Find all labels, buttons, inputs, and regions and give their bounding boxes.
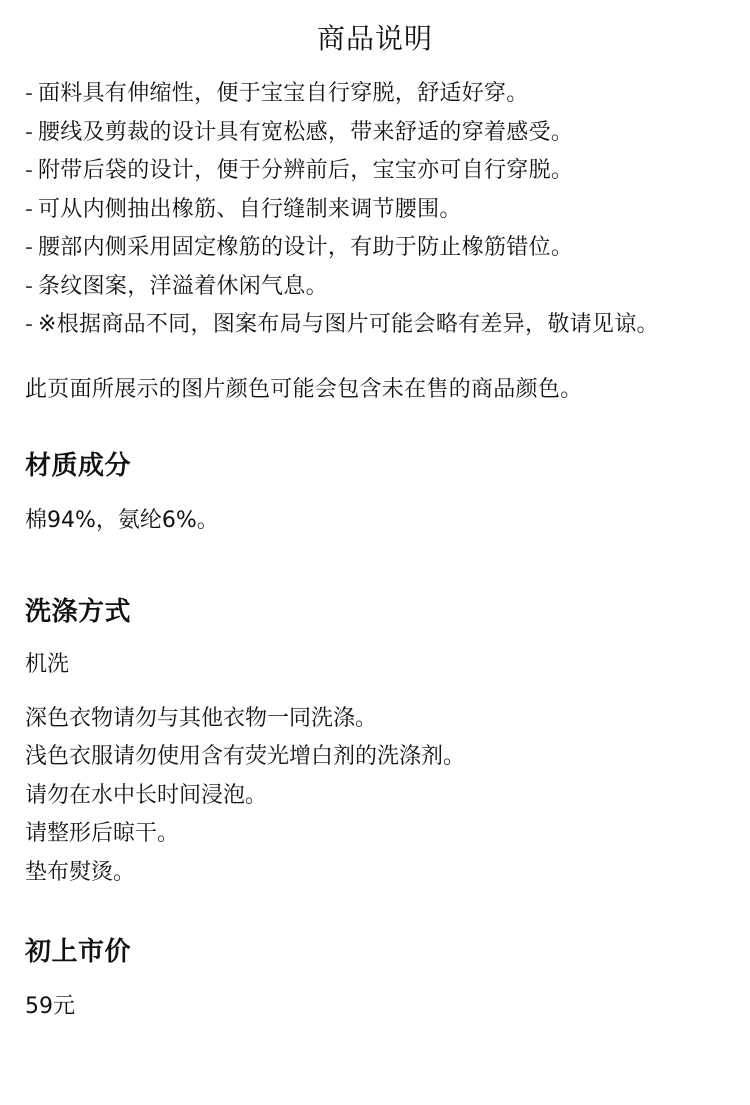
bullet-dash-icon: - xyxy=(25,119,34,145)
feature-list xyxy=(25,75,725,345)
feature-text: ※根据商品不同，图案布局与图片可能会略有差异，敬请见谅。 xyxy=(38,312,659,337)
washing-note: 浅色衣服请勿使用含有荧光增白剂的洗涤剂。 xyxy=(25,744,466,769)
washing-note: 垫布熨烫。 xyxy=(25,859,136,885)
feature-text: 面料具有伸缩性，便于宝宝自行穿脱，舒适好穿。 xyxy=(38,81,529,106)
washing-notes xyxy=(25,700,725,893)
color-disclaimer: 此页面所展示的图片颜色可能会包含未在售的商品颜色。 xyxy=(25,376,583,402)
feature-text: 附带后袋的设计，便于分辨前后，宝宝亦可自行穿脱。 xyxy=(38,158,574,183)
price-heading: 初上市价 xyxy=(25,937,132,967)
washing-heading: 洗涤方式 xyxy=(25,596,132,627)
material-section xyxy=(25,448,725,540)
washing-note: 请整形后晾干。 xyxy=(25,821,180,846)
washing-method: 机洗 xyxy=(25,651,70,677)
feature-item xyxy=(25,306,725,345)
feature-item xyxy=(25,152,725,191)
washing-section xyxy=(25,594,725,893)
feature-text: 腰部内侧采用固定橡筋的设计，有助于防止橡筋错位。 xyxy=(38,235,574,260)
feature-item xyxy=(25,75,725,114)
feature-item xyxy=(25,191,725,230)
washing-note: 请勿在水中长时间浸泡。 xyxy=(25,782,268,808)
price-section xyxy=(25,934,725,1026)
feature-item xyxy=(25,229,725,268)
bullet-dash-icon: - xyxy=(25,235,34,260)
feature-item xyxy=(25,114,725,153)
bullet-dash-icon: - xyxy=(25,196,34,222)
feature-text: 条纹图案，洋溢着休闲气息。 xyxy=(38,273,328,299)
bullet-dash-icon: - xyxy=(25,81,34,106)
bullet-dash-icon: - xyxy=(25,158,34,183)
material-text: 棉94%，氨纶6%。 xyxy=(25,507,219,533)
price-value: 59元 xyxy=(25,994,75,1019)
bullet-dash-icon: - xyxy=(25,312,34,337)
material-heading: 材质成分 xyxy=(25,450,132,481)
feature-item xyxy=(25,268,725,307)
washing-note: 深色衣物请勿与其他衣物一同洗涤。 xyxy=(25,705,378,731)
feature-text: 腰线及剪裁的设计具有宽松感，带来舒适的穿着感受。 xyxy=(38,119,574,145)
bullet-dash-icon: - xyxy=(25,273,34,299)
page-title: 商品说明 xyxy=(316,22,433,55)
feature-text: 可从内侧抽出橡筋、自行缝制来调节腰围。 xyxy=(38,196,462,222)
